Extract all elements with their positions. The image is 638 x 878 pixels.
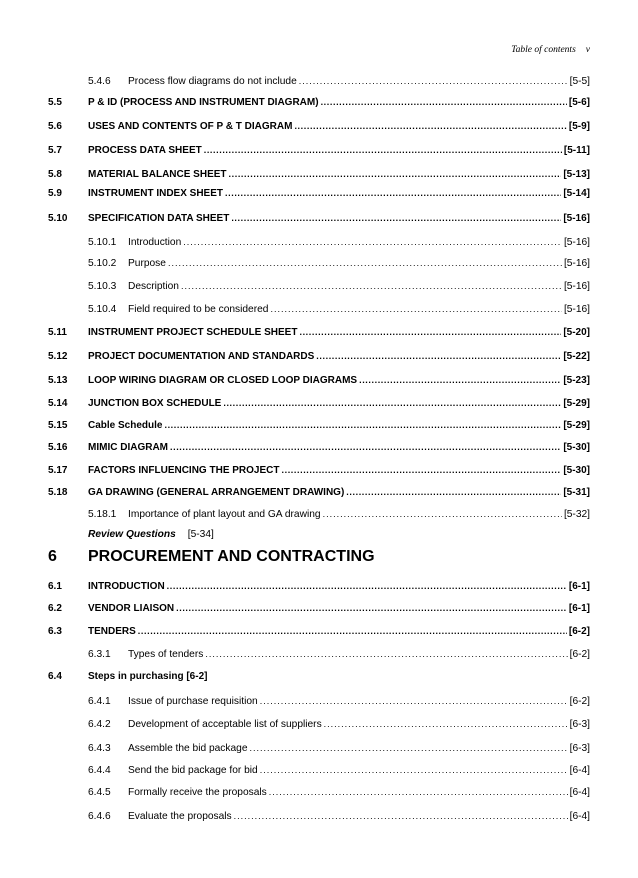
toc-entry-title: Field required to be considered [128, 304, 269, 315]
toc-subentry-number: 6.3.1 [88, 649, 111, 660]
toc-entry-number [48, 811, 128, 822]
toc-entry-title: Formally receive the proposals [128, 787, 267, 798]
toc-entry[interactable] [48, 787, 590, 803]
toc-entry[interactable] [48, 719, 590, 735]
toc-entry-title: Importance of plant layout and GA drawing [128, 509, 321, 520]
toc-entry-title: Description [128, 281, 179, 292]
toc-entry-page: [5-6] [568, 97, 590, 108]
toc-entry-number: 5.13 [48, 375, 68, 386]
dot-leader [204, 145, 562, 155]
toc-entry-page: [5-9] [568, 121, 590, 132]
toc-entry-number: 5.16 [48, 442, 68, 453]
toc-entry-number [48, 719, 128, 730]
toc-entry-number: 5.15 [48, 420, 68, 431]
toc-entry-page: [5-11] [563, 145, 590, 156]
toc-entry-page: [6-3] [569, 743, 590, 754]
review-questions-entry[interactable] [88, 529, 214, 540]
toc-entry-page: [5-14] [563, 188, 590, 199]
dot-leader [316, 351, 561, 361]
dot-leader [250, 743, 568, 753]
toc-entry-page: [5-16] [563, 237, 590, 248]
dot-leader [321, 97, 567, 107]
toc-entry-title: Evaluate the proposals [128, 811, 232, 822]
toc-entry[interactable] [48, 649, 590, 665]
toc-entry-title: VENDOR LIAISON [88, 603, 175, 614]
toc-entry[interactable] [48, 743, 590, 759]
toc-entry[interactable] [48, 169, 590, 185]
dot-leader [167, 581, 567, 591]
dot-leader [229, 169, 562, 179]
toc-entry-title: PROCESS DATA SHEET [88, 145, 202, 156]
dot-leader [299, 327, 561, 337]
toc-entry-page: [5-16] [563, 213, 590, 224]
toc-entry-number [48, 765, 128, 776]
toc-entry-number: 5.11 [48, 327, 67, 338]
dot-leader [269, 787, 568, 797]
dot-leader [164, 420, 561, 430]
toc-entry-number [48, 76, 128, 87]
review-questions-title: Review Questions [88, 529, 176, 540]
header-page-number: v [585, 45, 590, 55]
review-questions-page: [5-34] [187, 529, 214, 540]
toc-entry-number [48, 258, 128, 269]
toc-entry-number: 5.5 [48, 97, 62, 108]
toc-entry-title: Issue of purchase requisition [128, 696, 258, 707]
toc-entry-page: [6-4] [569, 811, 590, 822]
toc-entry-page: [5-29] [563, 420, 590, 431]
toc-entry-page: [6-3] [569, 719, 590, 730]
toc-entry[interactable] [48, 811, 590, 827]
toc-entry-page: [6-4] [569, 765, 590, 776]
toc-entry-number: 5.17 [48, 465, 68, 476]
toc-entry[interactable] [48, 581, 590, 597]
toc-entry-title: Send the bid package for bid [128, 765, 258, 776]
toc-entry-title: Purpose [128, 258, 166, 269]
toc-entry-number: 5.8 [48, 169, 62, 180]
chapter-heading[interactable] [48, 548, 375, 566]
dot-leader [205, 649, 567, 659]
dot-leader [282, 465, 562, 475]
toc-entry-number: 6.3 [48, 626, 62, 637]
toc-entry-title: INTRODUCTION [88, 581, 165, 592]
toc-entry[interactable] [48, 442, 590, 458]
toc-entry-page: [5-23] [563, 375, 590, 386]
dot-leader [260, 765, 568, 775]
toc-entry-title: INSTRUMENT PROJECT SCHEDULE SHEET [88, 327, 298, 338]
toc-subentry-number: 6.4.4 [88, 765, 111, 776]
toc-entry[interactable] [48, 671, 590, 687]
toc-entry[interactable] [48, 237, 590, 253]
toc-entry[interactable] [48, 145, 590, 161]
toc-subentry-number: 6.4.6 [88, 811, 111, 822]
toc-entry-number [48, 281, 128, 292]
toc-entry[interactable] [48, 213, 590, 229]
toc-entry-number: 5.6 [48, 121, 62, 132]
toc-entry-title: SPECIFICATION DATA SHEET [88, 213, 230, 224]
toc-entry-title: MATERIAL BALANCE SHEET [88, 169, 227, 180]
toc-entry-title: Steps in purchasing [6-2] [88, 671, 208, 682]
dot-leader [234, 811, 568, 821]
toc-entry[interactable] [48, 398, 590, 414]
toc-entry-number: 6.2 [48, 603, 62, 614]
toc-entry-page: [6-4] [569, 787, 590, 798]
toc-entry[interactable] [48, 188, 590, 204]
chapter-number: 6 [48, 548, 57, 565]
toc-entry[interactable] [48, 603, 590, 619]
dot-leader [176, 603, 567, 613]
dot-leader [299, 76, 568, 86]
toc-entry-title: Assemble the bid package [128, 743, 248, 754]
toc-entry-title: FACTORS INFLUENCING THE PROJECT [88, 465, 280, 476]
toc-entry[interactable] [48, 97, 590, 113]
toc-subentry-number: 6.4.5 [88, 787, 111, 798]
toc-entry-title: GA DRAWING (GENERAL ARRANGEMENT DRAWING) [88, 487, 345, 498]
toc-subentry-number: 6.4.3 [88, 743, 111, 754]
toc-entry-title: Cable Schedule [88, 420, 163, 431]
dot-leader [231, 213, 561, 223]
toc-subentry-number: 6.4.2 [88, 719, 111, 730]
toc-entry-page: [5-30] [563, 465, 590, 476]
toc-entry-number [48, 509, 128, 520]
toc-entry-number: 5.7 [48, 145, 62, 156]
header-title: Table of contents [511, 45, 576, 55]
toc-entry[interactable] [48, 420, 590, 436]
dot-leader [138, 626, 567, 636]
dot-leader [346, 487, 561, 497]
toc-entry[interactable] [48, 509, 590, 525]
toc-entry-title: Process flow diagrams do not include [128, 76, 297, 87]
toc-entry-page: [5-30] [563, 442, 590, 453]
toc-entry-number: 5.9 [48, 188, 62, 199]
toc-subentry-number: 5.10.1 [88, 237, 117, 248]
toc-entry-page: [6-2] [569, 649, 590, 660]
toc-entry-title: P & ID (PROCESS AND INSTRUMENT DIAGRAM) [88, 97, 319, 108]
toc-entry-title: Introduction [128, 237, 182, 248]
dot-leader [323, 509, 562, 519]
toc-entry-page: [5-16] [563, 258, 590, 269]
toc-entry-number: 6.4 [48, 671, 62, 682]
toc-entry[interactable] [48, 765, 590, 781]
dot-leader [223, 398, 561, 408]
dot-leader [181, 281, 562, 291]
toc-subentry-number: 5.4.6 [88, 76, 111, 87]
toc-entry[interactable] [48, 76, 590, 92]
toc-entry[interactable] [48, 626, 590, 642]
dot-leader [359, 375, 561, 385]
running-header [511, 45, 590, 55]
toc-entry-number: 5.12 [48, 351, 68, 362]
toc-entry-number: 5.18 [48, 487, 68, 498]
toc-entry-number [48, 787, 128, 798]
toc-entry[interactable] [48, 281, 590, 297]
toc-entry-page: [5-22] [563, 351, 590, 362]
toc-entry-page: [5-5] [569, 76, 590, 87]
toc-entry-page: [5-13] [563, 169, 590, 180]
toc-entry-number [48, 649, 128, 660]
toc-entry[interactable] [48, 375, 590, 391]
toc-entry-number: 5.10 [48, 213, 68, 224]
toc-entry[interactable] [48, 351, 590, 367]
toc-subentry-number: 5.10.4 [88, 304, 117, 315]
toc-subentry-number: 6.4.1 [88, 696, 111, 707]
toc-entry-title: Types of tenders [128, 649, 204, 660]
dot-leader [294, 121, 566, 131]
chapter-title: PROCUREMENT AND CONTRACTING [88, 548, 375, 565]
toc-subentry-number: 5.18.1 [88, 509, 117, 520]
toc-entry-title: TENDERS [88, 626, 136, 637]
toc-entry[interactable] [48, 304, 590, 320]
toc-subentry-number: 5.10.3 [88, 281, 117, 292]
toc-entry-page: [5-20] [563, 327, 590, 338]
toc-entry-title: JUNCTION BOX SCHEDULE [88, 398, 222, 409]
dot-leader [260, 696, 568, 706]
toc-entry[interactable] [48, 465, 590, 481]
dot-leader [170, 442, 561, 452]
toc-entry-page: [5-16] [563, 281, 590, 292]
toc-entry-page: [5-16] [563, 304, 590, 315]
toc-entry-number [48, 696, 128, 707]
dot-leader [225, 188, 561, 198]
toc-entry[interactable] [48, 327, 590, 343]
toc-entry-title: LOOP WIRING DIAGRAM OR CLOSED LOOP DIAGRAMS [88, 375, 358, 386]
toc-entry-title: MIMIC DIAGRAM [88, 442, 168, 453]
toc-entry-page: [5-31] [563, 487, 590, 498]
toc-entry-title: Development of acceptable list of suppliers [128, 719, 322, 730]
toc-entry-page: [6-2] [569, 696, 590, 707]
toc-entry-page: [6-2] [568, 626, 590, 637]
dot-leader [183, 237, 562, 247]
toc-entry[interactable] [48, 121, 590, 137]
toc-entry-page: [5-29] [563, 398, 590, 409]
toc-entry-title: PROJECT DOCUMENTATION AND STANDARDS [88, 351, 315, 362]
toc-entry-number: 5.14 [48, 398, 68, 409]
dot-leader [270, 304, 561, 314]
toc-entry-page: [6-1] [568, 581, 590, 592]
toc-entry-page: [5-32] [563, 509, 590, 520]
toc-entry-page: [6-1] [568, 603, 590, 614]
toc-entry-number: 6.1 [48, 581, 62, 592]
dot-leader [168, 258, 562, 268]
toc-entry[interactable] [48, 487, 590, 503]
toc-entry-title: INSTRUMENT INDEX SHEET [88, 188, 224, 199]
toc-entry[interactable] [48, 258, 590, 274]
toc-entry-number [48, 743, 128, 754]
toc-entry-number [48, 304, 128, 315]
dot-leader [324, 719, 568, 729]
toc-subentry-number: 5.10.2 [88, 258, 117, 269]
toc-entry-number [48, 237, 128, 248]
toc-entry-title: USES AND CONTENTS OF P & T DIAGRAM [88, 121, 293, 132]
toc-entry[interactable] [48, 696, 590, 712]
